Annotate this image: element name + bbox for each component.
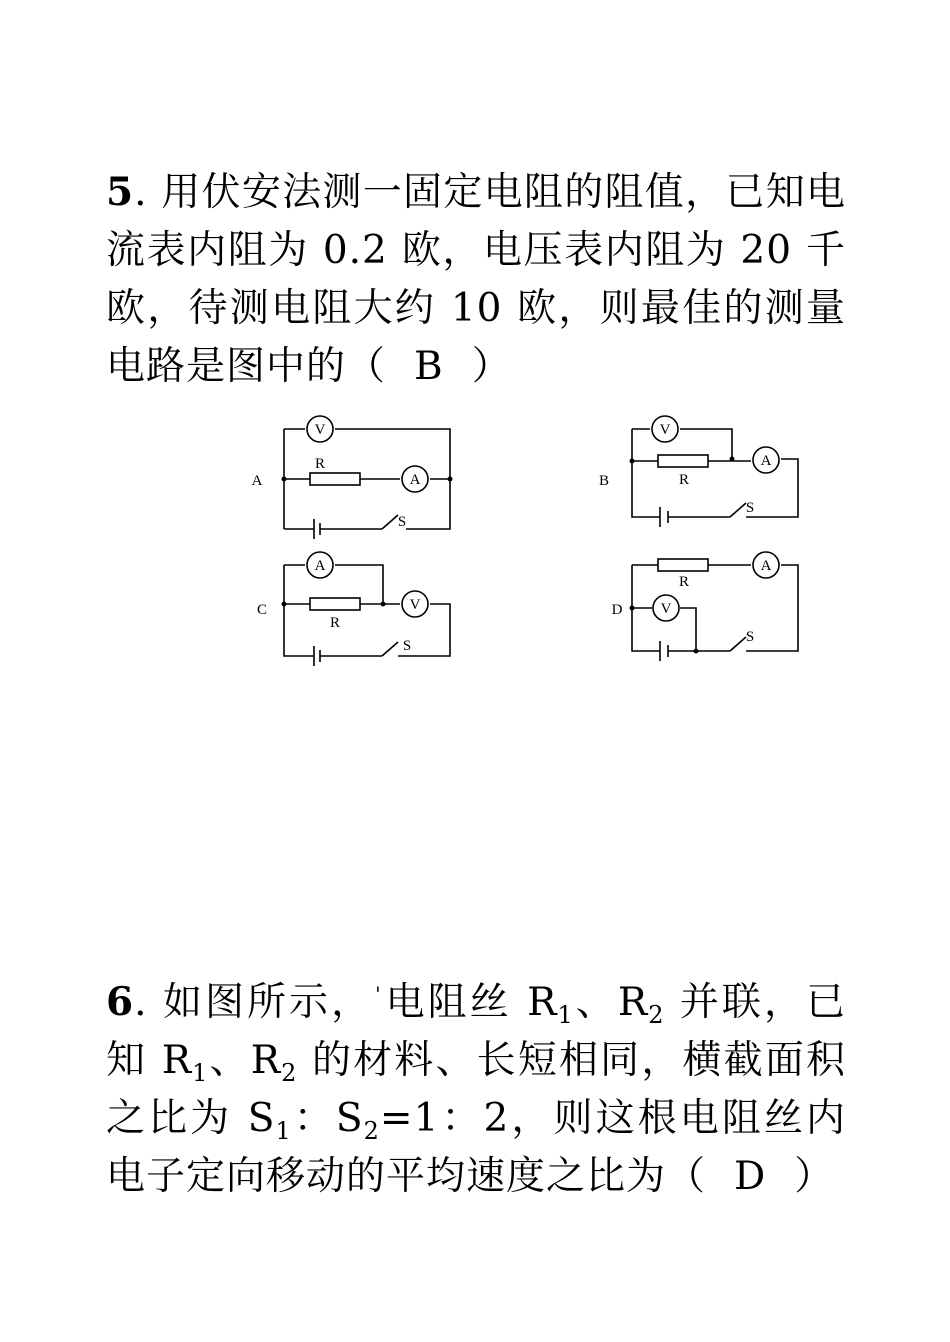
resistor-b — [658, 455, 708, 467]
label-d: D — [611, 602, 623, 618]
label-c: C — [256, 602, 268, 618]
ammeter-b-label: A — [760, 453, 772, 469]
switch-d-label: S — [745, 629, 755, 645]
resistor-a — [310, 473, 360, 485]
ammeter-a-label: A — [409, 472, 421, 488]
battery-c — [314, 646, 320, 666]
battery-a — [314, 519, 320, 539]
switch-a-label: S — [397, 514, 407, 530]
question-6 — [106, 965, 846, 1206]
circuit-c — [284, 552, 450, 666]
resistor-b-label: R — [678, 472, 690, 488]
switch-a — [382, 515, 398, 529]
ammeter-c-label: A — [314, 558, 326, 574]
resistor-c — [310, 598, 360, 610]
switch-c-label: S — [402, 638, 412, 654]
answer: B — [414, 344, 444, 389]
circuit-b — [632, 416, 798, 527]
label-b: B — [598, 473, 610, 489]
question-text-6: 的材料、长短相同，横截面积之比为 S — [106, 1038, 846, 1141]
voltmeter-a-label: V — [314, 422, 326, 438]
voltmeter-c-label: V — [409, 597, 421, 613]
switch-b-label: S — [745, 500, 755, 516]
subscript: 2 — [363, 1117, 380, 1145]
question-text-5: 、R — [208, 1038, 282, 1083]
question-text: 用伏安法测一固定电阻的阻值，已知电流表内阻为 0.2 欧，电压表内阻为 20 千欧，待测电阻大约 10 欧，则最佳的测量电路是图中的（ — [106, 170, 846, 389]
circuit-a — [284, 416, 450, 539]
resistor-c-label: R — [329, 615, 341, 631]
ammeter-d-label: A — [760, 558, 772, 574]
circuit-diagrams — [240, 405, 820, 675]
switch-d — [730, 637, 746, 651]
subscript: 2 — [648, 1001, 665, 1029]
answer: D — [734, 1154, 767, 1199]
question-text-3: 、R — [573, 980, 649, 1025]
question-text-1: 如图所示， — [162, 980, 374, 1025]
subscript: 1 — [557, 1001, 574, 1029]
battery-b — [660, 507, 668, 527]
question-dot: . — [134, 980, 148, 1025]
subscript: 2 — [281, 1059, 298, 1087]
question-text-8: =1：2，则这根电阻丝内电子定向移动的平均速度之比为（ — [106, 1096, 846, 1199]
resistor-d-label: R — [678, 574, 690, 590]
question-number: 5 — [106, 169, 135, 215]
switch-b — [730, 503, 746, 517]
voltmeter-d-label: V — [660, 601, 672, 617]
close-paren: ） — [471, 344, 512, 389]
stray-mark: ' — [375, 982, 382, 1006]
subscript: 1 — [192, 1059, 209, 1087]
question-number: 6 — [106, 979, 135, 1025]
circuit-d — [632, 552, 798, 661]
battery-d — [660, 641, 668, 661]
question-text-2: 电阻丝 R — [383, 980, 558, 1025]
label-a: A — [251, 473, 263, 489]
voltmeter-b-label: V — [659, 422, 671, 438]
close-paren: ） — [794, 1154, 835, 1199]
question-5 — [106, 163, 846, 396]
switch-c — [382, 642, 398, 656]
question-dot: . — [134, 170, 148, 215]
resistor-a-label: R — [314, 456, 326, 472]
question-text-7: ：S — [291, 1096, 364, 1141]
question-text-4: 并联，已知 R — [106, 980, 846, 1083]
subscript: 1 — [275, 1117, 292, 1145]
resistor-d — [658, 559, 708, 571]
